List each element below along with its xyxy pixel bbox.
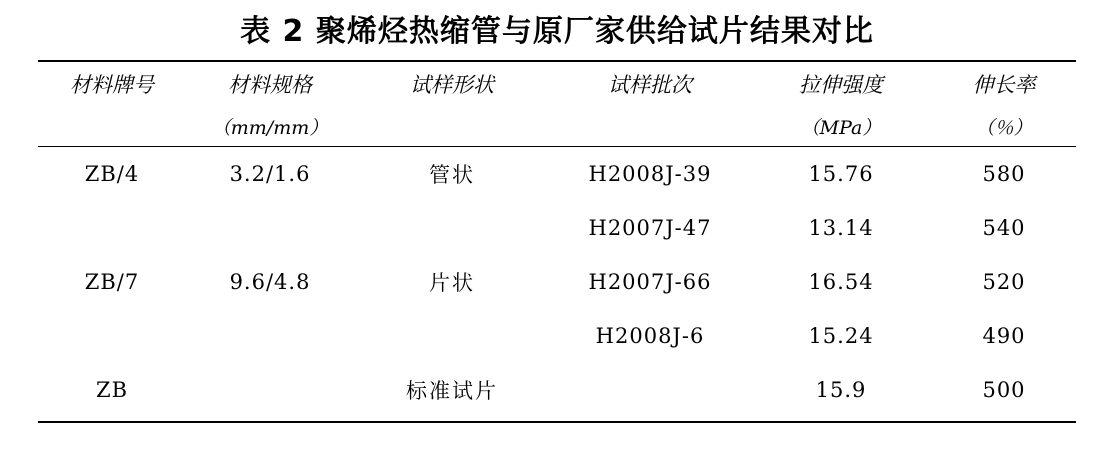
- cell-batch: H2007J-47: [588, 216, 712, 240]
- column-unit-spec: （mm/mm）: [211, 116, 329, 139]
- table-header-row: [38, 62, 1076, 106]
- cell-grade: ZB/4: [84, 162, 140, 186]
- table-row: [38, 201, 1076, 255]
- cell-shape: [354, 309, 550, 363]
- column-header-tensile: 拉伸强度: [799, 73, 883, 97]
- results-table-body: [38, 147, 1076, 417]
- cell-grade: [38, 309, 186, 363]
- cell-elongation: 500: [982, 378, 1026, 402]
- column-header-elongation: 伸长率: [972, 73, 1036, 97]
- cell-grade: ZB: [95, 378, 129, 402]
- cell-batch: H2007J-66: [588, 270, 712, 294]
- cell-tensile: 16.54: [808, 270, 874, 294]
- table-row: [38, 255, 1076, 309]
- cell-shape: 片状: [429, 271, 475, 295]
- cell-spec: [186, 363, 354, 417]
- cell-spec: 3.2/1.6: [229, 162, 311, 186]
- column-unit-shape: [354, 106, 550, 146]
- cell-grade: ZB/7: [84, 270, 140, 294]
- cell-batch: [550, 363, 750, 417]
- cell-elongation: 490: [982, 324, 1026, 348]
- cell-batch: H2008J-6: [595, 324, 705, 348]
- table-header-units-row: [38, 106, 1076, 146]
- table-row: [38, 309, 1076, 363]
- cell-shape: 标准试片: [406, 379, 498, 403]
- results-table: [38, 62, 1076, 146]
- cell-elongation: 520: [982, 270, 1026, 294]
- column-unit-elongation: （％）: [975, 116, 1033, 139]
- cell-shape: [354, 201, 550, 255]
- cell-batch: H2008J-39: [588, 162, 712, 186]
- cell-spec: [186, 309, 354, 363]
- column-unit-batch: [550, 106, 750, 146]
- cell-tensile: 13.14: [808, 216, 874, 240]
- table-bottom-rule: [38, 421, 1076, 423]
- cell-spec: [186, 201, 354, 255]
- column-unit-grade: [38, 106, 186, 146]
- cell-tensile: 15.76: [808, 162, 874, 186]
- cell-spec: 9.6/4.8: [229, 270, 311, 294]
- cell-shape: 管状: [429, 163, 475, 187]
- column-header-spec: 材料规格: [228, 73, 312, 97]
- cell-grade: [38, 201, 186, 255]
- table-title: 表 2 聚烯烃热缩管与原厂家供给试片结果对比: [240, 14, 874, 49]
- column-header-grade: 材料牌号: [70, 73, 154, 97]
- cell-tensile: 15.24: [808, 324, 874, 348]
- column-unit-tensile: （MPa）: [800, 116, 882, 139]
- table-row: [38, 147, 1076, 201]
- cell-tensile: 15.9: [815, 378, 867, 402]
- cell-elongation: 540: [982, 216, 1026, 240]
- column-header-batch: 试样批次: [608, 73, 692, 97]
- column-header-shape: 试样形状: [410, 73, 494, 97]
- table-row: [38, 363, 1076, 417]
- cell-elongation: 580: [982, 162, 1026, 186]
